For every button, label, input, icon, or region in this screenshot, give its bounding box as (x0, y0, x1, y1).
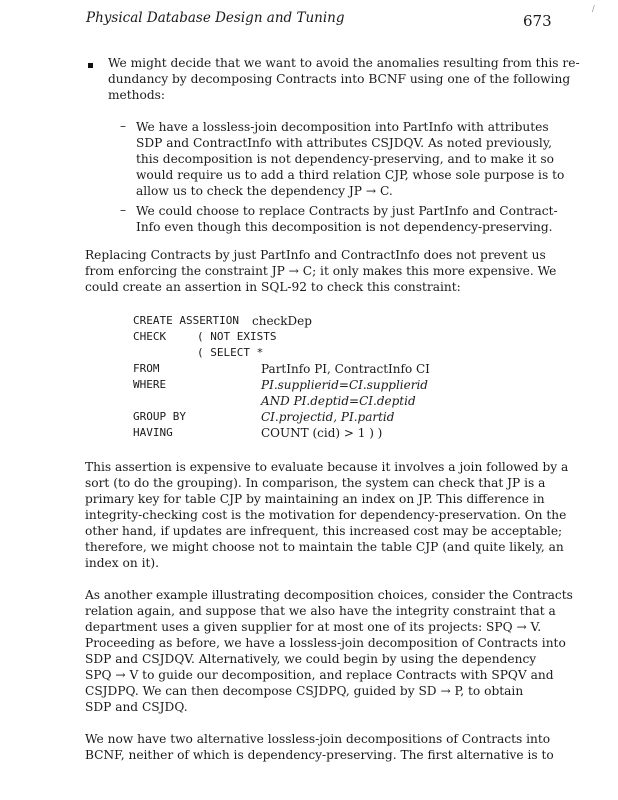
running-header-title: Physical Database Design and Tuning (86, 10, 345, 26)
text-line: SPQ → V to guide our decomposition, and replace Contracts with SPQV and (85, 668, 554, 682)
sql-keyword: CHECK (133, 330, 167, 343)
text-line: This assertion is expensive to evaluate because it involves a join followed by a (85, 460, 569, 474)
sql-keyword: ( NOT EXISTS (197, 330, 277, 343)
text-line: Replacing Contracts by just PartInfo and ContractInfo does not prevent us (85, 248, 546, 262)
text-line: Proceeding as before, we have a lossless-join decomposition of Contracts into (85, 636, 566, 650)
sql-text: checkDep (252, 314, 312, 328)
text-line: sort (to do the grouping). In comparison, the system can check that JP is a (85, 476, 546, 490)
subitem-1 (136, 119, 565, 199)
text-line: dundancy by decomposing Contracts into BCNF using one of the following (108, 72, 571, 86)
text-line: could create an assertion in SQL-92 to check this constraint: (85, 280, 461, 294)
text-line: We might decide that we want to avoid the anomalies resulting from this re- (108, 56, 580, 70)
text-line: We have a lossless-join decomposition into PartInfo with attributes (136, 120, 549, 134)
sql-keyword: HAVING (133, 426, 173, 439)
text-line: primary key for table CJP by maintaining an index on JP. This difference in (85, 492, 545, 506)
text-line: BCNF, neither of which is dependency-preserving. The first alternative is to (85, 748, 554, 762)
text-line: We could choose to replace Contracts by just PartInfo and Contract- (136, 204, 558, 218)
paragraph-2 (85, 459, 569, 571)
text-line: SDP and CSJDQ. (85, 700, 188, 714)
page-number: 673 (523, 12, 552, 30)
sql-keyword: GROUP BY (133, 410, 186, 423)
text-line: We now have two alternative lossless-join decompositions of Contracts into (85, 732, 551, 746)
bullet-square-icon (88, 63, 93, 68)
text-line: other hand, if updates are infrequent, this increased cost may be acceptable; (85, 524, 563, 538)
sql-keyword: CREATE ASSERTION (133, 314, 239, 327)
text-line: CSJDPQ. We can then decompose CSJDPQ, guided by SD → P, to obtain (85, 684, 524, 698)
paragraph-4 (85, 731, 554, 763)
paragraph-1 (85, 247, 557, 295)
text-line: department uses a given supplier for at most one of its projects: SPQ → V. (85, 620, 542, 634)
bullet-paragraph (108, 55, 580, 103)
sql-keyword: ( SELECT * (197, 346, 264, 359)
subitem-2 (136, 203, 558, 235)
dash-marker: – (120, 203, 126, 217)
text-line: this decomposition is not dependency-preserving, and to make it so (136, 152, 554, 166)
text-line: integrity-checking cost is the motivation for dependency-preservation. On the (85, 508, 567, 522)
text-line: SDP and CSJDQV. Alternatively, we could begin by using the dependency (85, 652, 537, 666)
sql-text: PartInfo PI, ContractInfo CI (261, 362, 430, 376)
margin-mark: / (592, 4, 595, 13)
sql-text: PI.supplierid=CI.supplierid (261, 378, 428, 392)
paragraph-3 (85, 587, 573, 715)
text-line: Info even though this decomposition is not dependency-preserving. (136, 220, 553, 234)
sql-text: COUNT (cid) > 1 ) ) (261, 426, 383, 440)
text-line: from enforcing the constraint JP → C; it only makes this more expensive. We (85, 264, 557, 278)
text-line: index on it). (85, 556, 159, 570)
dash-marker: – (120, 119, 126, 133)
text-line: therefore, we might choose not to maintain the table CJP (and quite likely, an (85, 540, 564, 554)
text-line: As another example illustrating decomposition choices, consider the Contracts (85, 588, 573, 602)
sql-keyword: WHERE (133, 378, 167, 391)
text-line: methods: (108, 88, 166, 102)
text-line: allow us to check the dependency JP → C. (136, 184, 393, 198)
sql-keyword: FROM (133, 362, 160, 375)
text-line: would require us to add a third relation CJP, whose sole purpose is to (136, 168, 565, 182)
text-line: relation again, and suppose that we also have the integrity constraint that a (85, 604, 556, 618)
sql-text: AND PI.deptid=CI.deptid (261, 394, 416, 408)
text-line: SDP and ContractInfo with attributes CSJDQV. As noted previously, (136, 136, 552, 150)
sql-text: CI.projectid, PI.partid (261, 410, 395, 424)
